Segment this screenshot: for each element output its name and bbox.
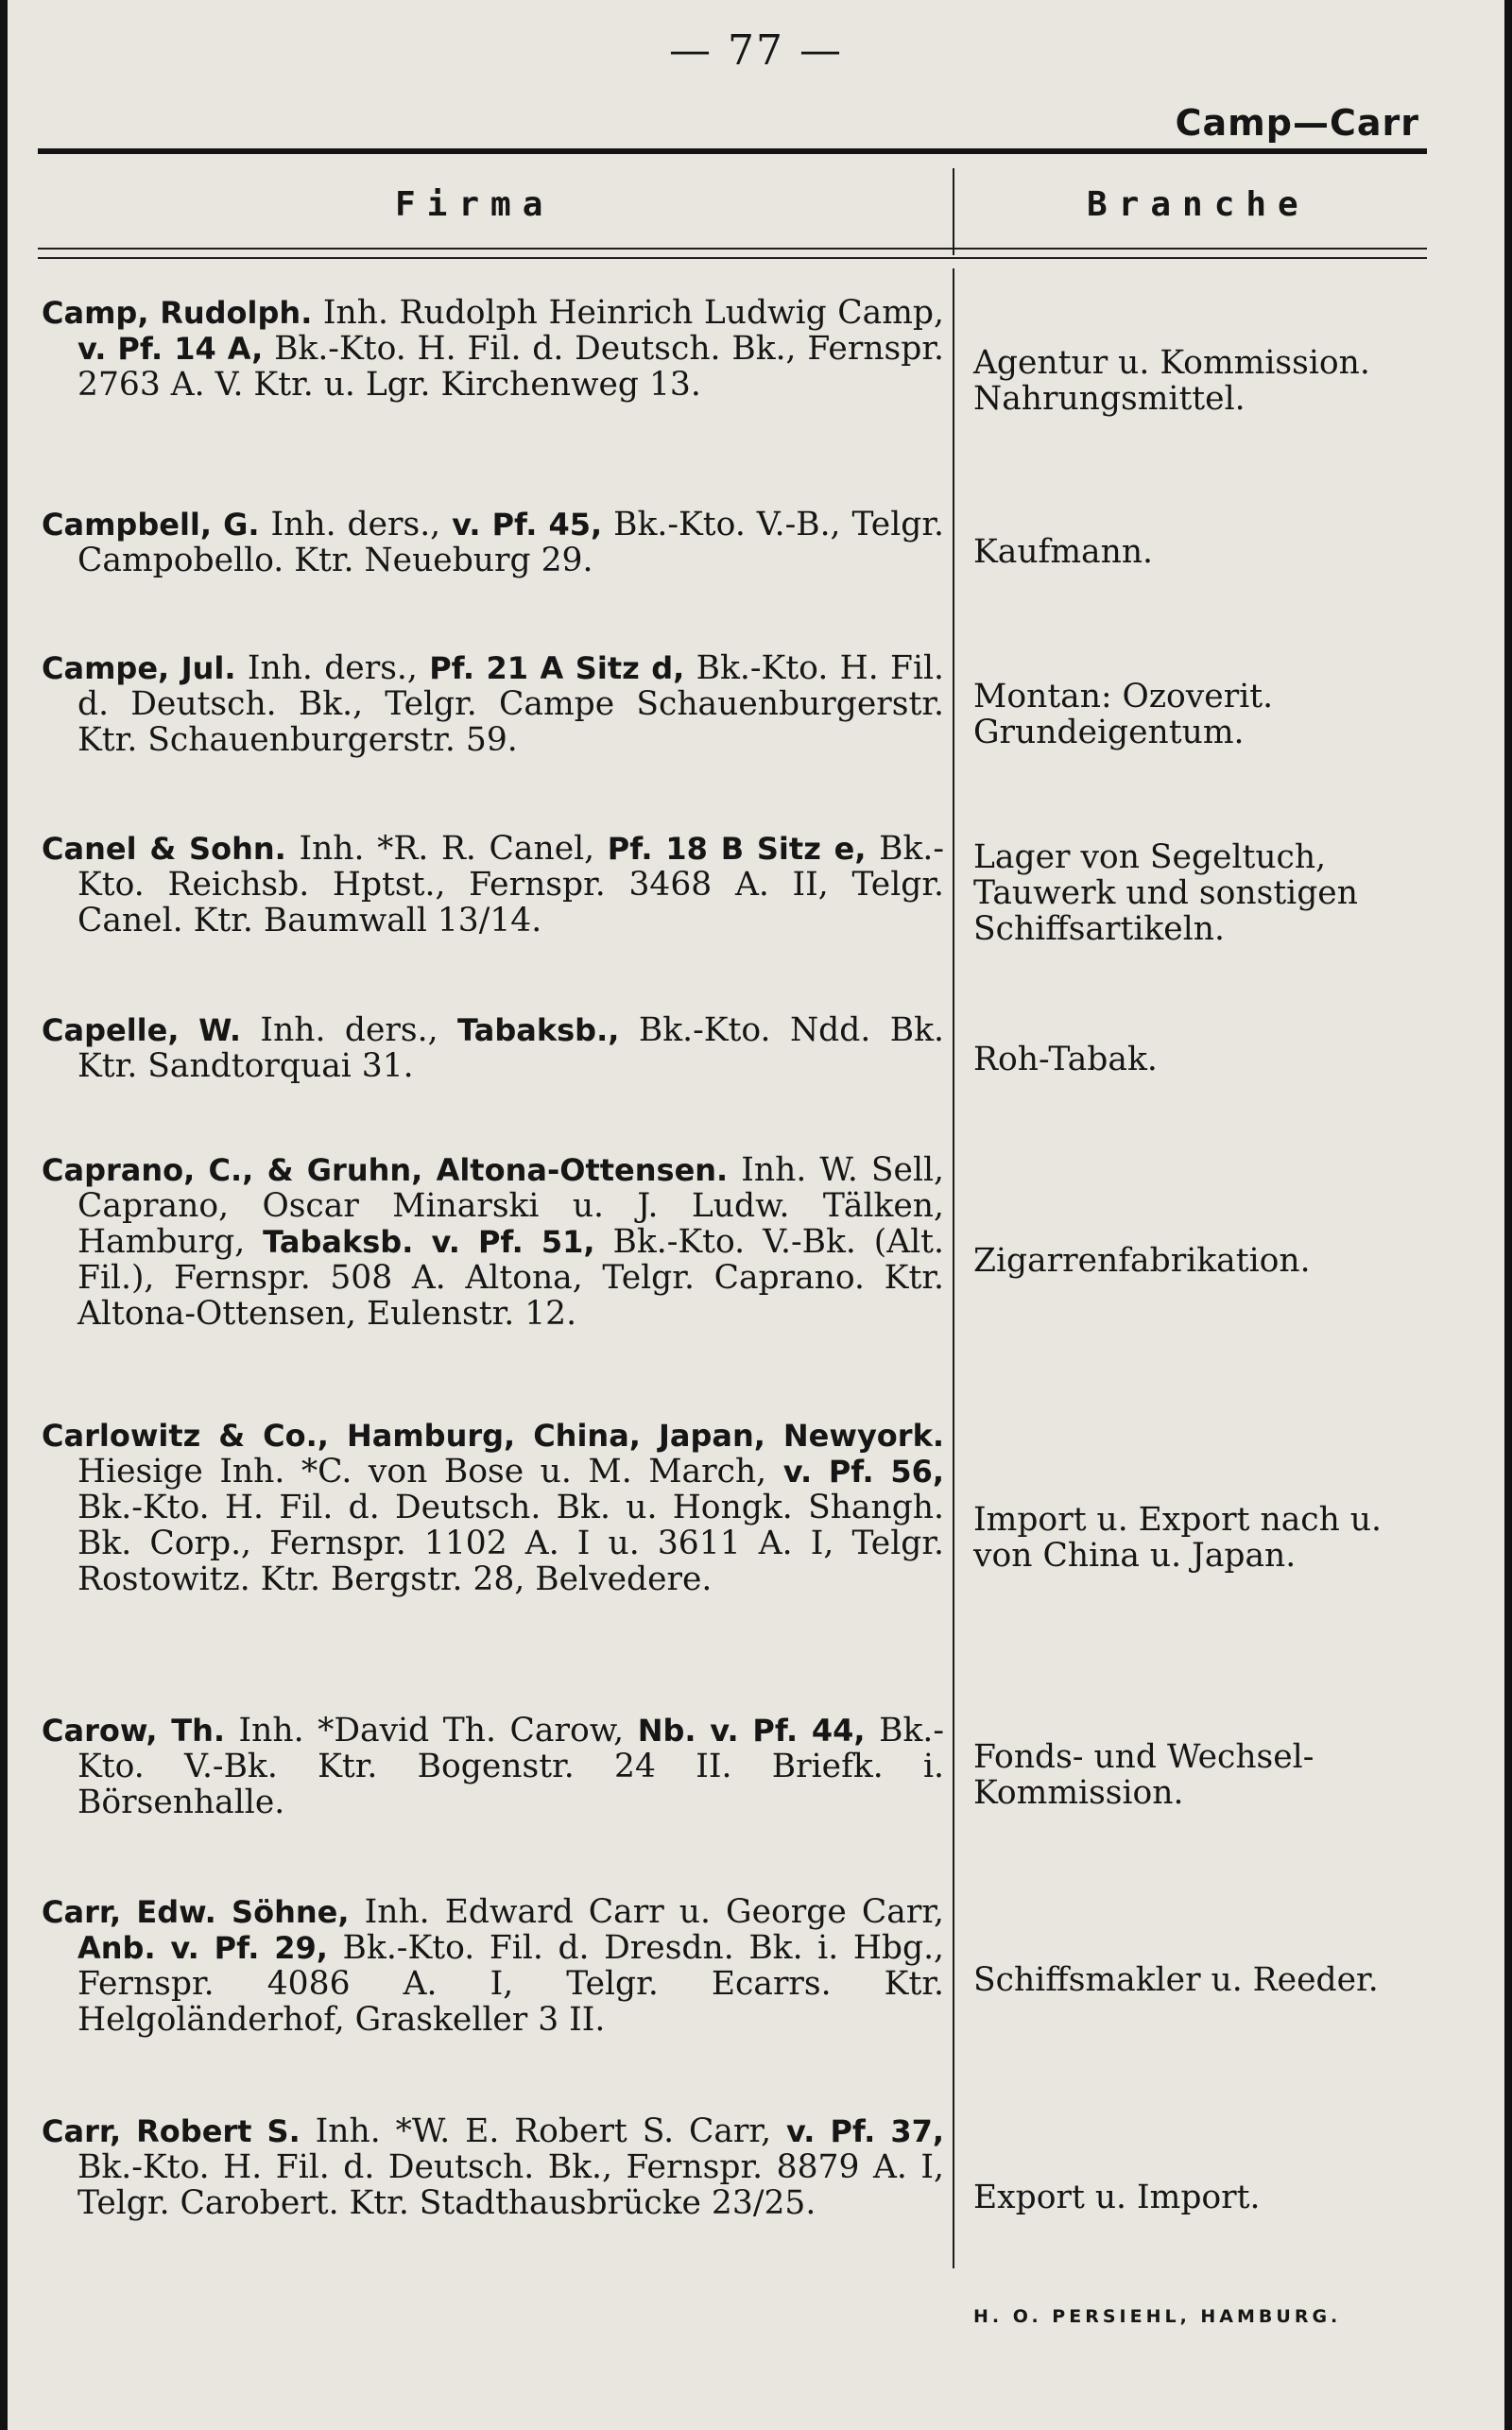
column-header-branche: Branche — [1087, 185, 1310, 224]
column-header-firma: Firma — [395, 185, 555, 224]
printer-imprint: H. O. PERSIEHL, HAMBURG. — [973, 2306, 1342, 2327]
entry-carr-robert: Carr, Robert S. Inh. *W. E. Robert S. Carr, v. Pf. 37, Bk.-Kto. H. Fil. d. Deutsch. Bk., Fernspr. 8879 A. I, Telgr. Carobert. Ktr. Stadthausbrücke 23/25. — [42, 2112, 945, 2222]
branche-carow: Fonds- und Wechsel- Kommission. — [973, 1738, 1314, 1812]
branche-campbell: Kaufmann. — [973, 533, 1154, 571]
column-divider — [953, 268, 954, 2268]
directory-page — [8, 0, 1504, 2430]
entry-name: Canel & Sohn. — [42, 831, 286, 867]
entry-camp-rudolph: Camp, Rudolph. Inh. Rudolph Heinrich Ludwig Camp, v. Pf. 14 A, Bk.-Kto. H. Fil. d. Deutsch. Bk., Fernspr. 2763 A. V. Ktr. u. Lgr. Kirchenweg 13. — [42, 294, 944, 404]
entry-carr-edw: Carr, Edw. Söhne, Inh. Edward Carr u. George Carr, Anb. v. Pf. 29, Bk.-Kto. Fil. d. Dresdn. Bk. i. Hbg., Fernspr. 4086 A. I, Telgr. Ecarrs. Ktr. Helgoländerhof, Graskeller 3 II. — [42, 1893, 945, 2039]
branche-carr-edw: Schiffsmakler u. Reeder. — [973, 1961, 1379, 1999]
header-rule-1 — [38, 248, 1427, 250]
entry-name: Carow, Th. — [42, 1713, 225, 1749]
entry-caprano: Caprano, C., & Gruhn, Altona-Ottensen. Inh. W. Sell, Caprano, Oscar Minarski u. J. Ludw. Tälken, Hamburg, Tabaksb. v. Pf. 51, Bk.-Kto. V.-Bk. (Alt. Fil.), Fernspr. 508 A. Altona, Telgr. Caprano. Ktr. Altona-Ottensen, Eulenstr. 12. — [42, 1151, 944, 1333]
entry-carlowitz: Carlowitz & Co., Hamburg, China, Japan, Newyork. Hiesige Inh. *C. von Bose u. M. March, v. Pf. 56, Bk.-Kto. H. Fil. d. Deutsch. Bk. u. Hongk. Shangh. Bk. Corp., Fernspr. 1102 A. I u. 3611 A. I, Telgr. Rostowitz. Ktr. Bergstr. 28, Belvedere. — [42, 1418, 945, 1598]
entry-campbell: Campbell, G. Inh. ders., v. Pf. 45, Bk.-Kto. V.-B., Telgr. Campobello. Ktr. Neueburg 29. — [42, 506, 944, 579]
branche-capelle: Roh-Tabak. — [973, 1041, 1158, 1078]
entry-name: Campe, Jul. — [42, 650, 236, 686]
branche-carlowitz: Import u. Export nach u. von China u. Japan. — [973, 1501, 1382, 1575]
top-rule — [38, 148, 1427, 154]
entry-name: Capelle, W. — [42, 1012, 241, 1048]
entry-campe: Campe, Jul. Inh. ders., Pf. 21 A Sitz d, Bk.-Kto. H. Fil. d. Deutsch. Bk., Telgr. Campe Schauenburgerstr. Ktr. Schauenburgerstr. 59. — [42, 649, 945, 759]
entry-name: Carr, Edw. Söhne, — [42, 1894, 350, 1930]
entry-name: Camp, Rudolph. — [42, 295, 313, 331]
header-rule-2 — [38, 257, 1427, 259]
entry-carow: Carow, Th. Inh. *David Th. Carow, Nb. v. Pf. 44, Bk.-Kto. V.-Bk. Ktr. Bogenstr. 24 II. Briefk. i. Börsenhalle. — [42, 1712, 944, 1821]
entry-capelle: Capelle, W. Inh. ders., Tabaksb., Bk.-Kto. Ndd. Bk. Ktr. Sandtorquai 31. — [42, 1011, 944, 1085]
branche-campe: Montan: Ozoverit. Grundeigentum. — [973, 678, 1274, 751]
entry-name: Caprano, C., & Gruhn, Altona-Ottensen. — [42, 1152, 729, 1188]
branche-caprano: Zigarrenfabrikation. — [973, 1242, 1311, 1280]
header-column-divider — [953, 168, 954, 255]
page-range-header: Camp—Carr — [1175, 102, 1419, 144]
entry-name: Carr, Robert S. — [42, 2113, 301, 2149]
entry-canel: Canel & Sohn. Inh. *R. R. Canel, Pf. 18 B Sitz e, Bk.-Kto. Reichsb. Hptst., Fernspr. 3468 A. II, Telgr. Canel. Ktr. Baumwall 13/14. — [42, 830, 945, 939]
entry-name: Campbell, G. — [42, 507, 260, 543]
branche-camp-rudolph: Agentur u. Kommission. Nahrungsmittel. — [973, 344, 1370, 418]
branche-canel: Lager von Segeltuch, Tauwerk und sonstigen Schiffsartikeln. — [973, 838, 1358, 948]
branche-carr-robert: Export u. Import. — [973, 2179, 1261, 2216]
page-number: — 77 — — [669, 26, 843, 75]
entry-name: Carlowitz & Co., Hamburg, China, Japan, Newyork. — [42, 1418, 944, 1454]
